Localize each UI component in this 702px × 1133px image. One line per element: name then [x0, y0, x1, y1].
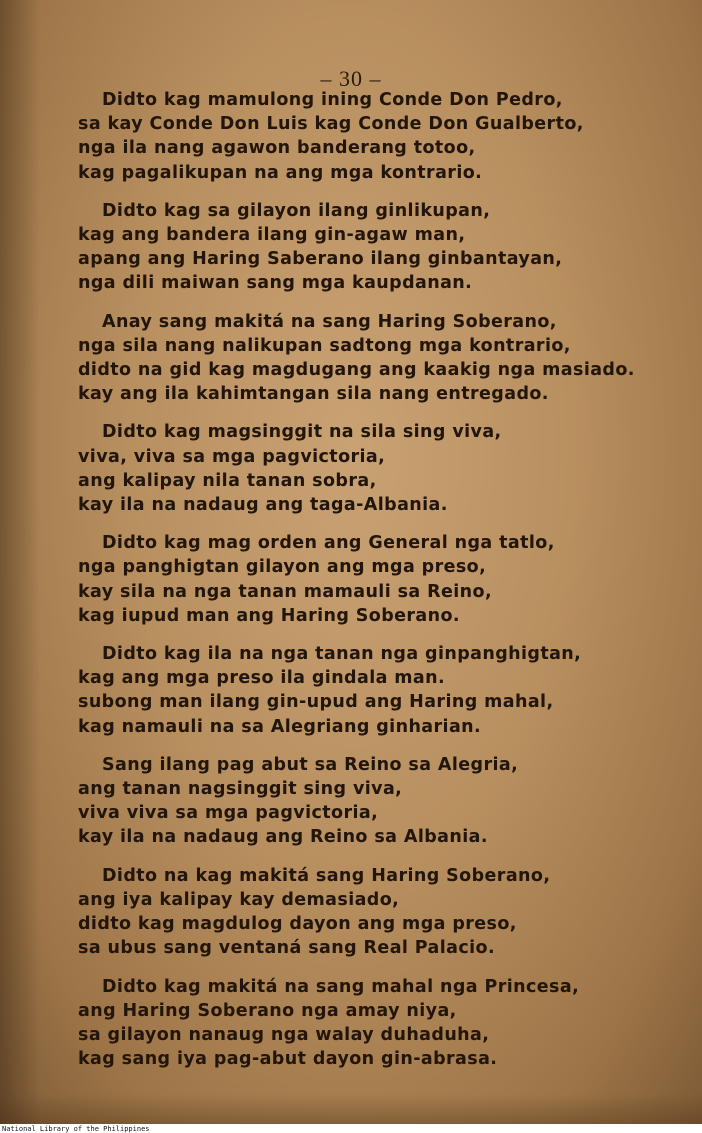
verse-line: ang Haring Soberano nga amay niya,: [78, 1000, 457, 1021]
verse-line: Didto kag mamulong ining Conde Don Pedro,: [102, 90, 563, 110]
verse-line: apang ang Haring Saberano ilang ginbantayan,: [78, 249, 563, 270]
verse-line: kag ang bandera ilang gin-agaw man,: [78, 225, 466, 246]
verse-line: viva viva sa mga pagvictoria,: [78, 803, 379, 824]
verse-line: kag pagalikupan na ang mga kontrario.: [78, 162, 483, 183]
verse-line: kag sang iya pag-abut dayon gin-abrasa.: [78, 1049, 498, 1070]
stanza-5: [78, 531, 678, 628]
verse-line: nga dili maiwan sang mga kaupdanan.: [78, 273, 473, 294]
verse-line: sa gilayon nanaug nga walay duhaduha,: [78, 1024, 490, 1045]
stanza-9: [78, 975, 678, 1072]
verse-line: nga panghigtan gilayon ang mga preso,: [78, 557, 487, 578]
verse-line: kay ila na nadaug ang taga-Albania.: [78, 495, 448, 516]
verse-line: Didto kag ila na nga tanan nga ginpanghigtan,: [102, 644, 582, 665]
verse-line: subong man ilang gin-upud ang Haring mahal,: [78, 692, 554, 713]
verse-line: Didto kag makitá na sang mahal nga Princesa,: [102, 976, 580, 997]
verse-line: viva, viva sa mga pagvictoria,: [78, 446, 386, 467]
page-number: – 30 –: [320, 66, 382, 91]
verse-line: didto na gid kag magdugang ang kaakig nga masiado.: [78, 360, 635, 381]
verse-line: kay ang ila kahimtangan sila nang entregado.: [78, 384, 549, 405]
verse-line: kay ila na nadaug ang Reino sa Albania.: [78, 827, 488, 848]
verse-line: ang tanan nagsinggit sing viva,: [78, 779, 403, 800]
verse-line: kag iupud man ang Haring Soberano.: [78, 605, 460, 626]
verse-line: sa ubus sang ventaná sang Real Palacio.: [78, 938, 496, 959]
verse-line: ang iya kalipay kay demasiado,: [78, 889, 400, 910]
stanza-1: [78, 88, 678, 185]
stanza-2: [78, 199, 678, 296]
verse-line: sa kay Conde Don Luis kag Conde Don Gualberto,: [78, 114, 584, 135]
verse-line: nga sila nang nalikupan sadtong mga kontrario,: [78, 335, 571, 356]
verse-line: nga ila nang agawon banderang totoo,: [78, 138, 476, 159]
poem-body: [78, 88, 678, 1085]
verse-line: didto kag magdulog dayon ang mga preso,: [78, 914, 517, 935]
footer-credit: National Library of the Philippines: [2, 1125, 150, 1133]
verse-line: Didto kag mag orden ang General nga tatlo,: [102, 533, 555, 554]
stanza-7: [78, 753, 678, 850]
stanza-4: [78, 420, 678, 517]
verse-line: kag ang mga preso ila gindala man.: [78, 668, 446, 689]
stanza-8: [78, 864, 678, 961]
stanza-3: [78, 310, 678, 407]
verse-line: kay sila na nga tanan mamauli sa Reino,: [78, 581, 492, 602]
verse-line: Didto kag sa gilayon ilang ginlikupan,: [102, 200, 491, 221]
verse-line: Didto na kag makitá sang Haring Soberano,: [102, 865, 551, 886]
verse-line: Didto kag magsinggit na sila sing viva,: [102, 422, 502, 443]
verse-line: Anay sang makitá na sang Haring Soberano,: [102, 311, 557, 332]
verse-line: kag namauli na sa Alegriang ginharian.: [78, 716, 482, 737]
stanza-6: [78, 642, 678, 739]
verse-line: Sang ilang pag abut sa Reino sa Alegria,: [102, 754, 519, 775]
verse-line: ang kalipay nila tanan sobra,: [78, 470, 377, 491]
